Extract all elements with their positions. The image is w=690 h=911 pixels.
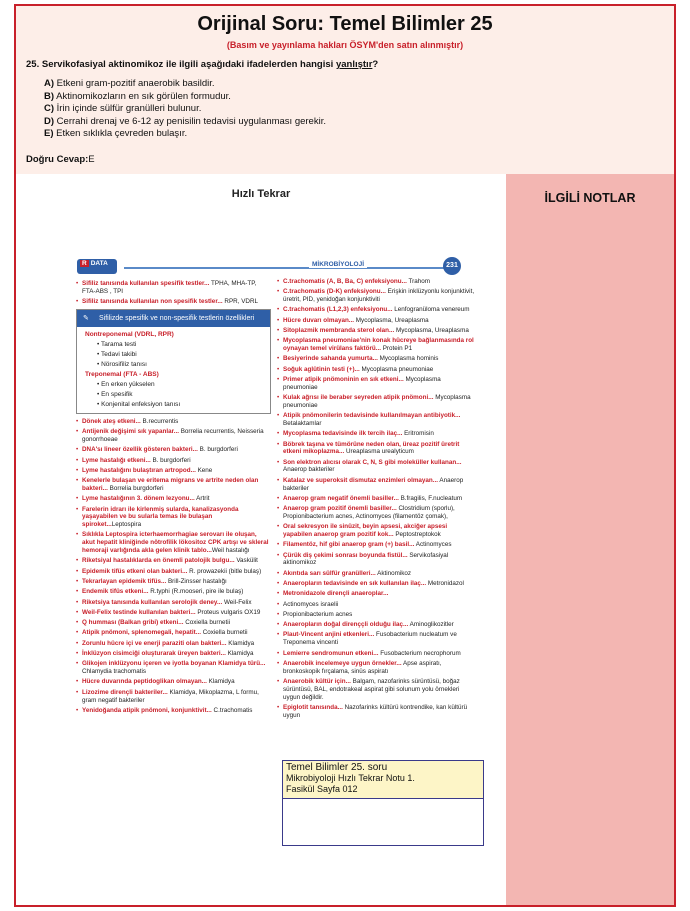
question-end: ?: [372, 59, 379, 70]
note-item: [277, 278, 475, 286]
box-heading: Nontreponemal (VDRL, RPR): [85, 330, 174, 338]
note-item: [76, 619, 271, 627]
note-answer: Fusobacterium necrophorum: [378, 649, 461, 657]
rights-notice: (Basım ve yayınlama hakları ÖSYM'den satın alınmıştır): [226, 40, 464, 50]
note-answer: Aktinomikoz: [375, 569, 412, 577]
note-item: [76, 418, 271, 426]
note-item: [277, 441, 475, 457]
overlay-line: Mikrobiyoloji Hızlı Tekrar Notu 1.: [286, 773, 415, 783]
box-heading: Treponemal (FTA - ABS): [85, 370, 159, 378]
note-item: [76, 599, 271, 607]
note-item: [76, 650, 271, 658]
note-item: [76, 495, 271, 503]
note-answer: Fusobacterium nucleatum ve Treponema vincenti: [283, 631, 457, 647]
note-item: [277, 366, 475, 374]
note-term: Atipik pnömonilerin tedavisinde kullanılmayan antibiyotik...: [283, 412, 461, 420]
note-item: [277, 477, 475, 493]
note-term: Lemierre sendromunun etkeni...: [283, 649, 379, 657]
option-d: [44, 116, 326, 129]
note-item: [277, 541, 475, 549]
note-item: [76, 707, 271, 715]
note-term: Hücre duvarı olmayan...: [283, 316, 355, 324]
note-answer: Actinomyces: [414, 541, 452, 549]
note-answer: Lenfogranüloma venereum: [392, 306, 470, 314]
option-key: D): [44, 115, 55, 127]
option-list: [44, 78, 326, 141]
note-reference-overlay: [282, 760, 484, 846]
note-item: [277, 621, 475, 629]
option-e: [44, 128, 326, 141]
note-answer: Mycoplasma, Ureaplasma: [354, 316, 429, 324]
note-term: Lyme hastalığı etkeni...: [82, 456, 151, 464]
note-item: [277, 523, 475, 539]
question-number: 25.: [26, 59, 40, 70]
option-key: E): [44, 128, 54, 139]
answer-label: Doğru Cevap:: [26, 154, 89, 165]
note-term: Lyme hastalığını bulaştıran artropod...: [82, 466, 196, 474]
note-answer: B. burgdorferi: [197, 446, 238, 454]
note-item: [277, 570, 475, 578]
note-item: [76, 446, 271, 454]
note-term: Oral sekresyon ile sinüzit, beyin apsesi, akciğer apsesi yapabilen anaerop gram pozitif kok...: [283, 523, 448, 539]
note-reference-label: [283, 761, 483, 799]
note-item: [76, 588, 271, 596]
note-term: Q humması (Balkan gribi) etkeni...: [82, 619, 184, 627]
note-answer: Actinomyces israelii: [283, 600, 339, 608]
note-item: [277, 355, 475, 363]
note-item: [277, 552, 475, 568]
box-item: • Konjenital enfeksiyon tanısı: [97, 400, 181, 408]
note-item: [76, 660, 271, 676]
note-item: [277, 376, 475, 392]
question-keyword: yanlıştır: [335, 59, 373, 70]
note-item: [277, 704, 475, 720]
note-term: DNA'sı lineer özellik gösteren bakteri...: [82, 446, 198, 454]
note-answer: Proteus vulgaris OX19: [195, 608, 261, 616]
note-term: Akıntıda sarı sülfür granülleri...: [283, 569, 376, 577]
note-term: C.trachomatis (A, B, Ba, C) enfeksiyonu...: [283, 278, 407, 285]
note-item: [76, 467, 271, 475]
note-answer: Ureaplasma urealyticum: [344, 448, 414, 456]
note-term: Atipik pnömoni, splenomegali, hepatit...: [82, 629, 201, 637]
note-answer: Trahom: [406, 278, 430, 285]
note-item: [277, 631, 475, 647]
page-header-rule: [124, 267, 459, 269]
option-a: [44, 78, 326, 91]
note-item: [277, 580, 475, 588]
note-term: Glikojen inklüzyonu içeren ve iyotla boyanan Klamidya türü...: [82, 660, 266, 668]
note-term: Riketsiya tanısında kullanılan serolojik deney...: [82, 598, 223, 606]
syphilis-test-box: [76, 309, 271, 414]
note-answer: Aminoglikozitler: [408, 621, 454, 629]
note-answer: RPR, VDRL: [222, 298, 259, 306]
note-answer: B.fragilis, F.nucleatum: [398, 494, 463, 502]
box-item: • Tarama testi: [97, 340, 137, 348]
note-term: Anaerop gram pozitif önemli basiller...: [283, 505, 397, 513]
note-term: Anaerobik incelemeye uygun örnekler...: [283, 659, 402, 667]
correct-answer: [26, 154, 95, 165]
note-answer: Protein P1: [380, 345, 413, 353]
box-item: • Tedavi takibi: [97, 350, 137, 358]
note-item: [76, 568, 271, 576]
note-answer: Clostridium (sporlu), Propionibacterium acnes, Actinomyces (filamentöz çomak),: [283, 505, 455, 520]
note-item: [76, 531, 271, 554]
note-answer: Betalaktamlar: [283, 419, 322, 427]
box-body: [77, 327, 270, 413]
note-answer: Klamidya: [225, 650, 254, 658]
note-item: [76, 609, 271, 617]
question-stem: [26, 59, 378, 70]
logo-text: DATA: [90, 260, 108, 267]
option-text: Cerrahi drenaj ve 6-12 ay penisilin tedavisi uygulanması gerekir.: [56, 115, 326, 127]
note-term: Böbrek taşına ve tümörüne neden olan, üreaz pozitif üretrit etkeni mikoplazma...: [283, 440, 460, 456]
note-answer: Weil-Felix: [222, 598, 252, 606]
note-item: [76, 557, 271, 565]
related-notes-panel: [506, 174, 674, 905]
option-text: Etken sıklıkla çevreden bulaşır.: [56, 128, 188, 139]
page-header-title: MİKROBİYOLOJİ: [309, 261, 367, 268]
note-term: Sifiliz tanısında kullanılan spesifik testler...: [82, 280, 210, 287]
note-answer: Leptospira: [111, 521, 142, 529]
note-answer: B. burgdorferi: [150, 456, 191, 464]
option-key: A): [44, 78, 55, 89]
note-answer: Mycoplasma, Ureaplasma: [394, 326, 469, 334]
note-answer: Mycoplasma pneumoniae: [359, 365, 434, 373]
box-title: Sifilizde spesifik ve non-spesifik testlerin özellikleri: [99, 314, 255, 322]
note-answer: Vaskülit: [234, 557, 258, 565]
note-term: Anaeropların doğal direnççli olduğu ilaç...: [283, 621, 409, 629]
note-term: C.trachomatis (D-K) enfeksiyonu...: [283, 288, 386, 296]
note-item: [277, 678, 475, 701]
note-answer: Propionibacterium acnes: [283, 610, 353, 618]
note-item: [277, 495, 475, 503]
overlay-line: Temel Bilimler 25. soru: [286, 762, 388, 773]
quick-review-title: Hızlı Tekrar: [231, 188, 291, 200]
note-term: Sitoplazmik membranda sterol olan...: [283, 326, 395, 334]
note-term: Sifiliz tanısında kullanılan non spesifik testler...: [82, 298, 223, 306]
note-term: Antijenik değişimi sık yapanlar...: [82, 428, 179, 436]
note-item: [277, 590, 475, 598]
question-panel: [16, 6, 674, 174]
note-term: Farelerin idrarı ile kirlenmiş sularda, kanalizasyonda yaşayabilen ve bu sularla temas ile bulaşan spiroket...: [82, 505, 239, 529]
option-text: İrin içinde sülfür granülleri bulunur.: [56, 103, 202, 114]
logo-r: R: [82, 260, 87, 267]
note-term: Anaerobik kültür için...: [283, 677, 351, 685]
note-item: [76, 280, 271, 296]
note-answer: Mycoplasma pneumoniae: [283, 375, 441, 391]
note-item: [277, 505, 475, 521]
option-text: Aktinomikozların en sık görülen formudur.: [56, 90, 231, 102]
publisher-logo: [77, 259, 117, 274]
note-term: Mycoplasma tedavisinde ilk tercih ilaç...: [283, 430, 403, 438]
note-term: Filamentöz, hif gibi anaerop gram (+) basil...: [283, 541, 415, 549]
note-answer: Weil hastalığı: [211, 547, 250, 555]
note-item: [277, 601, 475, 609]
note-term: Sıklıkla Leptospira icterhaemorrhagiae serovarı ile oluşan, akut hepatit kliniğinde nötrofilik lökositoz CPK artışı ve skleral hemoraji varlığında akla gelen klinik tablo...: [82, 531, 269, 555]
note-item: [277, 394, 475, 410]
note-answer: Peptostreptokok: [393, 531, 441, 539]
note-term: Epiglotit tanısında...: [283, 703, 343, 711]
option-key: C): [44, 103, 55, 114]
question-text: Servikofasiyal aktinomikoz ile ilgili aşağıdaki ifadelerden hangisi: [41, 59, 334, 70]
note-answer: Artrit: [194, 495, 210, 503]
note-item: [76, 640, 271, 648]
note-term: Son elektron alıcısı olarak C, N, S gibi moleküller kullanan...: [283, 458, 462, 466]
note-item: [76, 457, 271, 465]
note-term: Anaerop gram negatif önemli basiller...: [283, 494, 399, 502]
note-item: [277, 288, 475, 304]
note-answer: C.trachomatis: [211, 706, 253, 714]
note-term: Kulak ağrısı ile beraber seyreden atipik pnömoni...: [283, 394, 434, 402]
page-number: 231: [443, 257, 461, 275]
pencil-icon: ✎: [83, 314, 89, 322]
note-item: [277, 650, 475, 658]
note-term: Primer atipik pnömoninin en sık etkeni...: [283, 375, 404, 383]
answer-value: E: [88, 154, 95, 165]
note-term: Riketsiyal hastalıklarda en önemli patolojik bulgu...: [82, 557, 235, 565]
note-term: Çürük diş çekimi sonrası boyunda fistül...: [283, 551, 408, 559]
note-term: İnklüzyon cisimciği oluşturarak üreyen bakteri...: [82, 650, 226, 658]
note-item: [277, 306, 475, 314]
note-item: [277, 660, 475, 676]
note-answer: Klamidya, Mikoplazma, L formu, gram negatif bakteriler: [82, 688, 259, 704]
note-term: Kenelerle bulaşan ve eritema migrans ve artrite neden olan bakteri...: [82, 477, 259, 492]
note-answer: B.recurrentis: [140, 417, 179, 425]
note-answer: Balgam, nazofarinks sürüntüsü, boğaz sürüntüsü, BAL, endotrakeal aspirat gibi solunum yolu örnekleri uygun değildir.: [283, 677, 460, 701]
box-header: [77, 310, 270, 327]
note-answer: Servikofasiyal aktinomikoz: [283, 551, 449, 567]
note-term: Katalaz ve superoksit dismutaz enzimleri olmayan...: [283, 476, 439, 484]
note-answer: Apse aspiratı, bronkoskopik fırçalama, sinüs aspiratı: [283, 659, 442, 675]
note-term: Endemik tifüs etkeni...: [82, 588, 149, 596]
box-item: • En spesifik: [97, 390, 133, 398]
note-answer: Metronidazol: [426, 580, 464, 587]
note-answer: Nazofarinks kültürü kontrendike, kan kültürü uygun: [283, 703, 468, 719]
quick-review-panel: [16, 174, 506, 905]
note-answer: Mycoplasma hominis: [377, 355, 439, 363]
note-answer: Mycoplasma pneumoniae: [283, 394, 471, 409]
note-item: [76, 428, 271, 444]
note-term: Lyme hastalığının 3. dönem lezyonu...: [82, 495, 195, 503]
note-item: [76, 578, 271, 586]
note-answer: Eritromisin: [402, 430, 434, 438]
note-term: Dönek ateş etkeni...: [82, 417, 141, 425]
note-item: [277, 317, 475, 325]
note-answer: Klamidya: [206, 678, 235, 686]
note-item: [277, 337, 475, 353]
note-answer: Klamidya: [226, 639, 255, 647]
notes-column-left: [76, 280, 271, 717]
note-term: Weil-Felix testinde kullanılan bakteri...: [82, 608, 196, 616]
option-b: [44, 91, 326, 104]
note-item: [76, 678, 271, 686]
note-item: [277, 459, 475, 475]
note-answer: R.typhi (R.mooseri, pire ile bulaş): [148, 588, 244, 596]
note-term: Zorunlu hücre içi ve enerji paraziti olan bakteri...: [82, 639, 227, 647]
note-term: Plaut-Vincent anjini etkenleri...: [283, 631, 375, 639]
note-item: [76, 477, 271, 493]
note-term: Mycoplasma pneumoniae'nin konak hücreye bağlanmasında rol oynayan temel virülans faktörü...: [283, 337, 474, 353]
note-answer: Borrelia burgdorferi: [107, 484, 164, 492]
note-answer: R. prowazekii (bitle bulaş): [187, 567, 262, 575]
note-term: Anaeropların tedavisinde en sık kullanılan ilaç...: [283, 580, 427, 587]
note-item: [277, 412, 475, 428]
note-item: [76, 506, 271, 529]
note-item: [76, 629, 271, 637]
note-answer: Kene: [195, 466, 213, 474]
note-item: [277, 611, 475, 619]
related-notes-title: İLGİLİ NOTLAR: [544, 191, 636, 205]
note-term: Besiyerinde sahanda yumurta...: [283, 355, 378, 363]
note-item: [277, 327, 475, 335]
page-title: Orijinal Soru: Temel Bilimler 25: [197, 13, 493, 35]
note-term: Hücre duvarında peptidoglikan olmayan...: [82, 678, 207, 686]
note-answer: Coxiella burnetii: [200, 629, 248, 637]
note-answer: Brill-Zinsser hastalığı: [166, 577, 227, 585]
note-term: C.trachomatis (L1,2,3) enfeksiyonu...: [283, 306, 393, 314]
note-term: Yenidoğanda atipik pnömoni, konjunktivit...: [82, 706, 212, 714]
note-answer: Erişkin inklüzyonlu konjunktivit, üretrit, PID, yenidoğan konjunktiviti: [283, 288, 475, 304]
option-key: B): [44, 90, 55, 102]
note-item: [76, 689, 271, 705]
note-term: Epidemik tifüs etkeni olan bakteri...: [82, 567, 188, 575]
note-answer: Coxiella burnetii: [183, 619, 231, 627]
note-item: [76, 298, 271, 306]
note-item: [277, 430, 475, 438]
note-term: Tekrarlayan epidemik tifüs...: [82, 577, 167, 585]
note-term: Lizozime dirençli bakteriler...: [82, 688, 168, 696]
overlay-line: Fasikül Sayfa 012: [286, 784, 358, 794]
note-answer: Borrelia recurrentis, Neisseria gonorrhoeae: [82, 428, 264, 443]
note-answer: TPHA, MHA-TP, FTA-ABS , TPI: [82, 280, 257, 295]
note-answer: Anaerop bakteriler: [283, 466, 335, 474]
note-answer: Chlamydia trachomatis: [82, 668, 147, 676]
box-item: • Nörosifiliz tanısı: [97, 360, 147, 368]
box-item: • En erken yükselen: [97, 380, 155, 388]
option-text: Etkeni gram-pozitif anaerobik basildir.: [56, 78, 215, 89]
note-answer: Anaerop bakteriler: [283, 476, 464, 492]
notes-column-right: [277, 278, 475, 722]
note-term: Metronidazole dirençli anaeroplar...: [283, 590, 389, 598]
note-term: Soğuk aglütinin testi (+)...: [283, 365, 360, 373]
option-c: [44, 103, 326, 116]
